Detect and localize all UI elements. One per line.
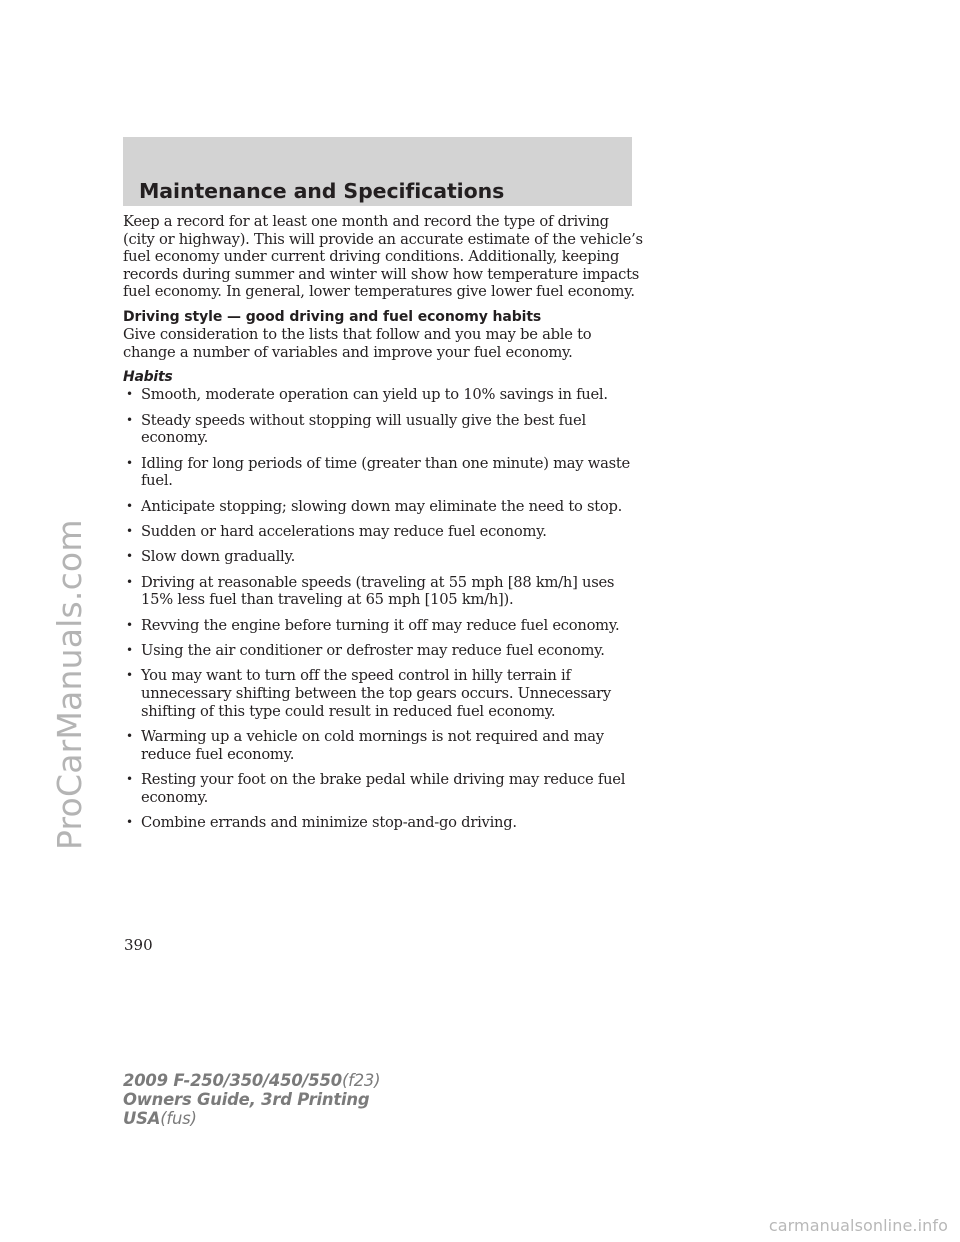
habit-item [123,728,643,763]
habits-list [123,386,643,831]
habit-item [123,642,643,660]
habit-item [123,617,643,635]
footer-line-3 [123,1109,380,1128]
bullet-icon: • [126,387,133,402]
habit-item [123,412,643,447]
section-title: Maintenance and Specifications [139,179,505,203]
habit-text: Resting your foot on the brake pedal while driving may reduce fuel economy. [141,771,626,806]
bullet-icon: • [126,549,133,564]
habit-item [123,386,643,404]
bullet-icon: • [126,523,133,538]
habits-heading: Habits [123,369,173,386]
habit-text: Revving the engine before turning it off may reduce fuel economy. [141,616,620,634]
habit-item [123,771,643,806]
habit-text: Driving at reasonable speeds (traveling at 55 mph [88 km/h] uses 15% less fuel than traveling at 65 mph [105 km/h]). [141,573,615,609]
bullet-icon: • [126,815,133,829]
habit-text: Sudden or hard accelerations may reduce fuel economy. [141,522,547,540]
bullet-icon: • [126,455,133,470]
habit-item [123,498,643,516]
bullet-icon: • [126,772,133,787]
page-number: 390 [124,936,153,954]
habit-item [123,455,643,490]
bullet-icon: • [126,643,133,658]
bullet-icon: • [126,668,133,683]
footer-region-code: (fus) [160,1109,197,1128]
habit-item [123,667,643,720]
side-watermark: ProCarManuals.com [50,519,89,850]
site-watermark: carmanualsonline.info [768,1216,948,1235]
page-content [123,213,643,839]
footer-line-2: Owners Guide, 3rd Printing [123,1090,370,1109]
habit-text: Slow down gradually. [141,548,295,566]
footer-model-code: (f23) [341,1071,381,1090]
habit-item [123,523,643,541]
footer-model: 2009 F-250/350/450/550 [123,1071,342,1090]
habit-text: Idling for long periods of time (greater than one minute) may waste fuel. [141,454,630,490]
consideration-paragraph: Give consideration to the lists that follow and you may be able to change a number of variables and improve your fuel economy. [123,325,592,361]
section-header [123,137,632,206]
habit-text: Using the air conditioner or defroster may reduce fuel economy. [141,642,605,660]
footer-region: USA [123,1109,161,1128]
habit-item [123,548,643,566]
bullet-icon: • [126,498,133,513]
footer-line-1 [123,1071,380,1090]
habit-text: Warming up a vehicle on cold mornings is not required and may reduce fuel economy. [141,728,604,763]
driving-style-heading: Driving style — good driving and fuel economy habits [123,308,542,325]
habit-text: Steady speeds without stopping will usually give the best fuel economy. [141,411,586,447]
intro-paragraph: Keep a record for at least one month and record the type of driving (city or highway). This will provide an accurate estimate of the vehicle’s fuel economy under current driving conditions. Additionally, keeping records during summer and winter will show how temperature impacts fuel economy. In general, lower temperatures give lower fuel economy. [123,213,643,301]
bullet-icon: • [126,617,133,632]
bullet-icon: • [126,412,133,427]
habit-item [123,574,643,609]
habit-text: Anticipate stopping; slowing down may eliminate the need to stop. [141,497,623,515]
bullet-icon: • [126,574,133,589]
bullet-icon: • [126,729,133,744]
habit-text: You may want to turn off the speed control in hilly terrain if unnecessary shifting between the top gears occurs. Unnecessary shifting of this type could result in reduced fuel economy. [141,667,611,720]
habit-text: Smooth, moderate operation can yield up to 10% savings in fuel. [141,386,608,404]
habit-item [123,814,643,832]
document-footer [123,1071,380,1128]
habit-text: Combine errands and minimize stop-and-go driving. [141,814,517,831]
